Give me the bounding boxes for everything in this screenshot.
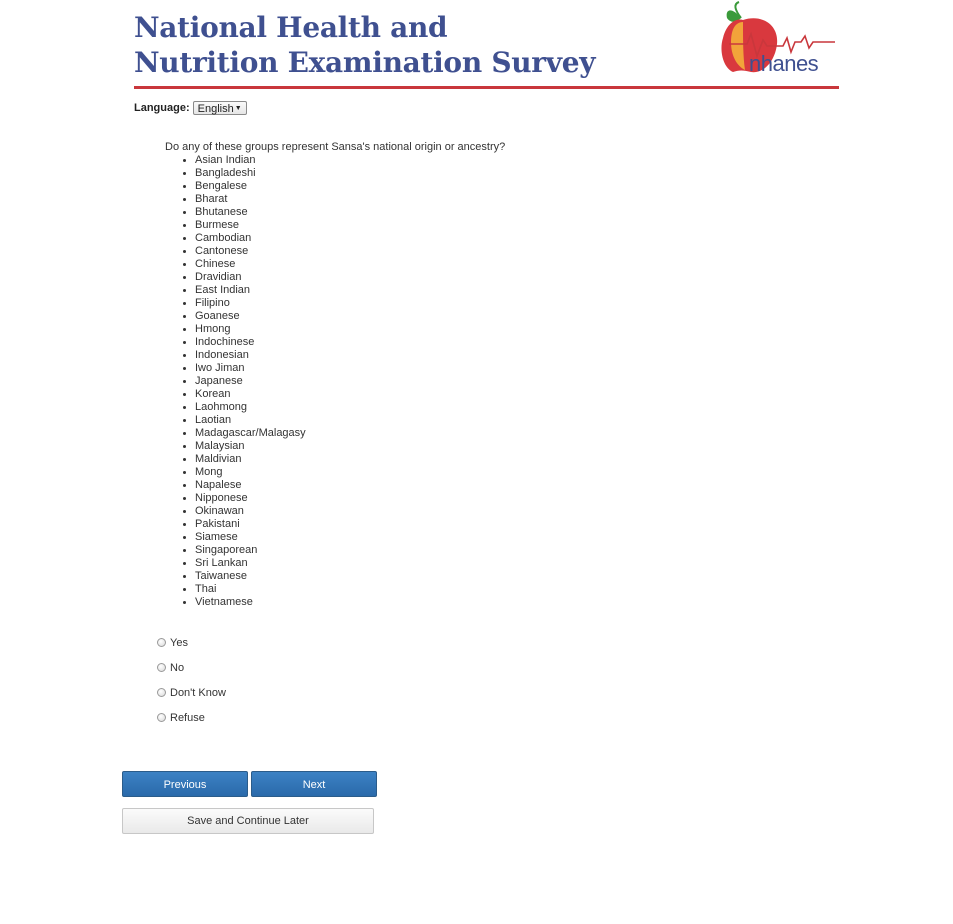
list-item: Laotian: [195, 414, 306, 427]
dropdown-arrow-icon: ▼: [234, 105, 242, 112]
answer-label: Refuse: [170, 712, 205, 724]
list-item: Pakistani: [195, 518, 306, 531]
list-item: Cantonese: [195, 245, 306, 258]
header-divider: [134, 86, 839, 89]
list-item: Malaysian: [195, 440, 306, 453]
language-selector-row: [134, 101, 247, 115]
answer-label: Yes: [170, 637, 188, 649]
list-item: Nipponese: [195, 492, 306, 505]
list-item: Bengalese: [195, 180, 306, 193]
answer-label: No: [170, 662, 185, 674]
list-item: Vietnamese: [195, 596, 306, 609]
list-item: Napalese: [195, 479, 306, 492]
radio-button[interactable]: [157, 688, 166, 697]
question-text: Do any of these groups represent Sansa's national origin or ancestry?: [165, 141, 506, 153]
list-item: Madagascar/Malagasy: [195, 427, 306, 439]
nhanes-logo: [721, 0, 839, 80]
list-item: Japanese: [195, 375, 306, 388]
group-list: [165, 154, 306, 609]
logo-text: nhanes: [749, 51, 819, 76]
save-continue-later-button[interactable]: Save and Continue Later: [122, 808, 374, 834]
answer-options: [157, 636, 226, 736]
radio-button[interactable]: [157, 713, 166, 722]
list-item: Indochinese: [195, 336, 306, 349]
list-item: Mong: [195, 466, 306, 479]
list-item: Asian Indian: [195, 154, 306, 167]
list-item: Goanese: [195, 310, 306, 323]
list-item: Okinawan: [195, 505, 306, 518]
list-item: Thai: [195, 583, 306, 596]
list-item: Maldivian: [195, 453, 306, 466]
list-item: Bangladeshi: [195, 167, 306, 180]
language-label: Language:: [134, 102, 190, 114]
answer-refuse[interactable]: [157, 711, 226, 736]
list-item: Indonesian: [195, 349, 306, 362]
list-item: Korean: [195, 388, 306, 401]
list-item: Burmese: [195, 219, 306, 232]
answer-dont-know[interactable]: [157, 686, 226, 711]
list-item: Dravidian: [195, 271, 306, 284]
previous-button[interactable]: Previous: [122, 771, 248, 797]
list-item: Hmong: [195, 323, 306, 336]
language-select[interactable]: [193, 101, 247, 115]
page-header: [134, 0, 839, 90]
radio-button[interactable]: [157, 663, 166, 672]
next-button[interactable]: Next: [251, 771, 377, 797]
answer-no[interactable]: [157, 661, 226, 686]
list-item: Chinese: [195, 258, 306, 271]
site-title-line2: Nutrition Examination Survey: [134, 46, 596, 79]
site-title: [134, 10, 595, 80]
list-item: East Indian: [195, 284, 306, 297]
list-item: Filipino: [195, 297, 306, 310]
list-item: Bhutanese: [195, 206, 306, 219]
language-selected-value: English: [197, 103, 234, 115]
list-item: Bharat: [195, 193, 306, 206]
list-item: Taiwanese: [195, 570, 306, 583]
list-item: Iwo Jiman: [195, 362, 306, 375]
list-item: Singaporean: [195, 544, 306, 557]
radio-button[interactable]: [157, 638, 166, 647]
answer-yes[interactable]: [157, 636, 226, 661]
list-item: Laohmong: [195, 401, 306, 414]
list-item: Siamese: [195, 531, 306, 544]
list-item: Sri Lankan: [195, 557, 306, 570]
answer-label: Don't Know: [170, 687, 226, 699]
list-item: Cambodian: [195, 232, 306, 245]
site-title-line1: National Health and: [134, 11, 448, 44]
